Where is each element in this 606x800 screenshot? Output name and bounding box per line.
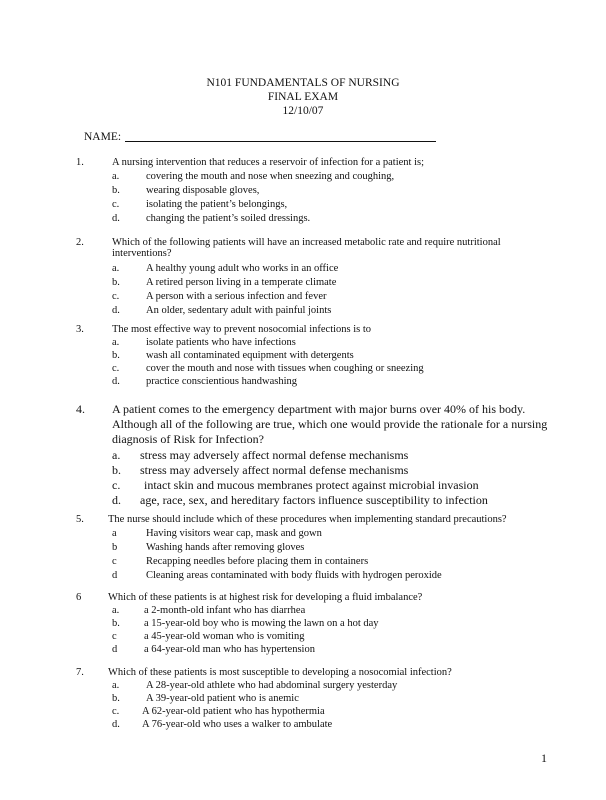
question-stem: Which of these patients is most susceptible to developing a nosocomial infection? [108,667,452,678]
exam-header [0,76,606,118]
question-stem: The nurse should include which of these procedures when implementing standard precautions? [108,514,507,525]
question-number: 4. [76,402,85,416]
name-blank-line [125,141,436,142]
question-number: 6 [76,592,82,603]
exam-page: N101 FUNDAMENTALS OF NURSING FINAL EXAM 12/10/07 NAME: 1. A nursing intervention that reduces a reservoir of infection for a patient is; a. covering the mouth and nose when sneezing and coughing, b. wearing disposable gloves, c. isolating the patient’s belongings, d. changing the patient’s soiled dressings. 2. Which of the following patients will have an increased metabolic rate and require nutritional interventions? a. A healthy young adult who works in an office b. A retired person living in a temperate climate c. A person with a serious infection and fever d. An older, sedentary adult with painful joints 3. The most effective way to prevent nosocomial infections is to a. isolate patients who have infections b. wash all contaminated equipment with detergents c. cover the mouth and nose with tissues when coughing or sneezing d. practice conscientious handwashing 4. A patient comes to the emergency department with major burns over 40% of his body. Although all of the following are true, which one would provide the rationale for a nursing diagnosis of Risk for Infection? a. stress may adversely affect normal defense mechanisms b. stress may adversely affect normal defense mechanisms c. intact skin and mucous membranes protect against microbial invasion d. age, race, sex, and hereditary factors influence susceptibility to infection 5. The nurse should include which of these procedures when implementing standard precautions? a Having visitors wear cap, mask and gown b Washing hands after removing gloves c Recapping needles before placing them in containers d Cleaning areas contaminated with body fluids with hydrogen peroxide 6 Which of these patients is at highest risk for developing a fluid imbalance? a. a 2-month-old infant who has diarrhea b. a 15-year-old boy who is mowing the lawn on a hot day c a 45-year-old woman who is vomiting d a 64-year-old man who has hypertension 7. Which of these patients is most susceptible to developing a nosocomial infection? a. A 28-year-old athlete who had abdominal surgery yesterday b. A 39-year-old patient who is anemic c. A 62-year-old patient who has hypothermia d. A 76-year-old who uses a walker to ambulate 1 [0,0,606,800]
page-number: 1 [541,751,547,765]
course-title: N101 FUNDAMENTALS OF NURSING [206,77,400,89]
question-stem: A patient comes to the emergency department with major burns over 40% of his body. Although all of the following are true, which one would provide the rationale for a nursing diagnosis of Risk for Infection? [112,402,548,446]
question-number: 2. [76,237,84,248]
exam-title: FINAL EXAM [267,91,339,103]
question-number: 1. [76,157,84,168]
question-number: 5. [76,514,84,525]
question-stem: Which of these patients is at highest risk for developing a fluid imbalance? [108,592,423,603]
exam-date: 12/10/07 [282,105,324,117]
question-number: 7. [76,667,84,678]
question-stem: A nursing intervention that reduces a reservoir of infection for a patient is; [112,157,424,168]
question-number: 3. [76,324,84,335]
question-stem: Which of the following patients will have an increased metabolic rate and require nutritional interventions? [112,237,501,259]
name-label: NAME: [84,131,122,143]
question-stem: The most effective way to prevent nosocomial infections is to [112,324,372,335]
